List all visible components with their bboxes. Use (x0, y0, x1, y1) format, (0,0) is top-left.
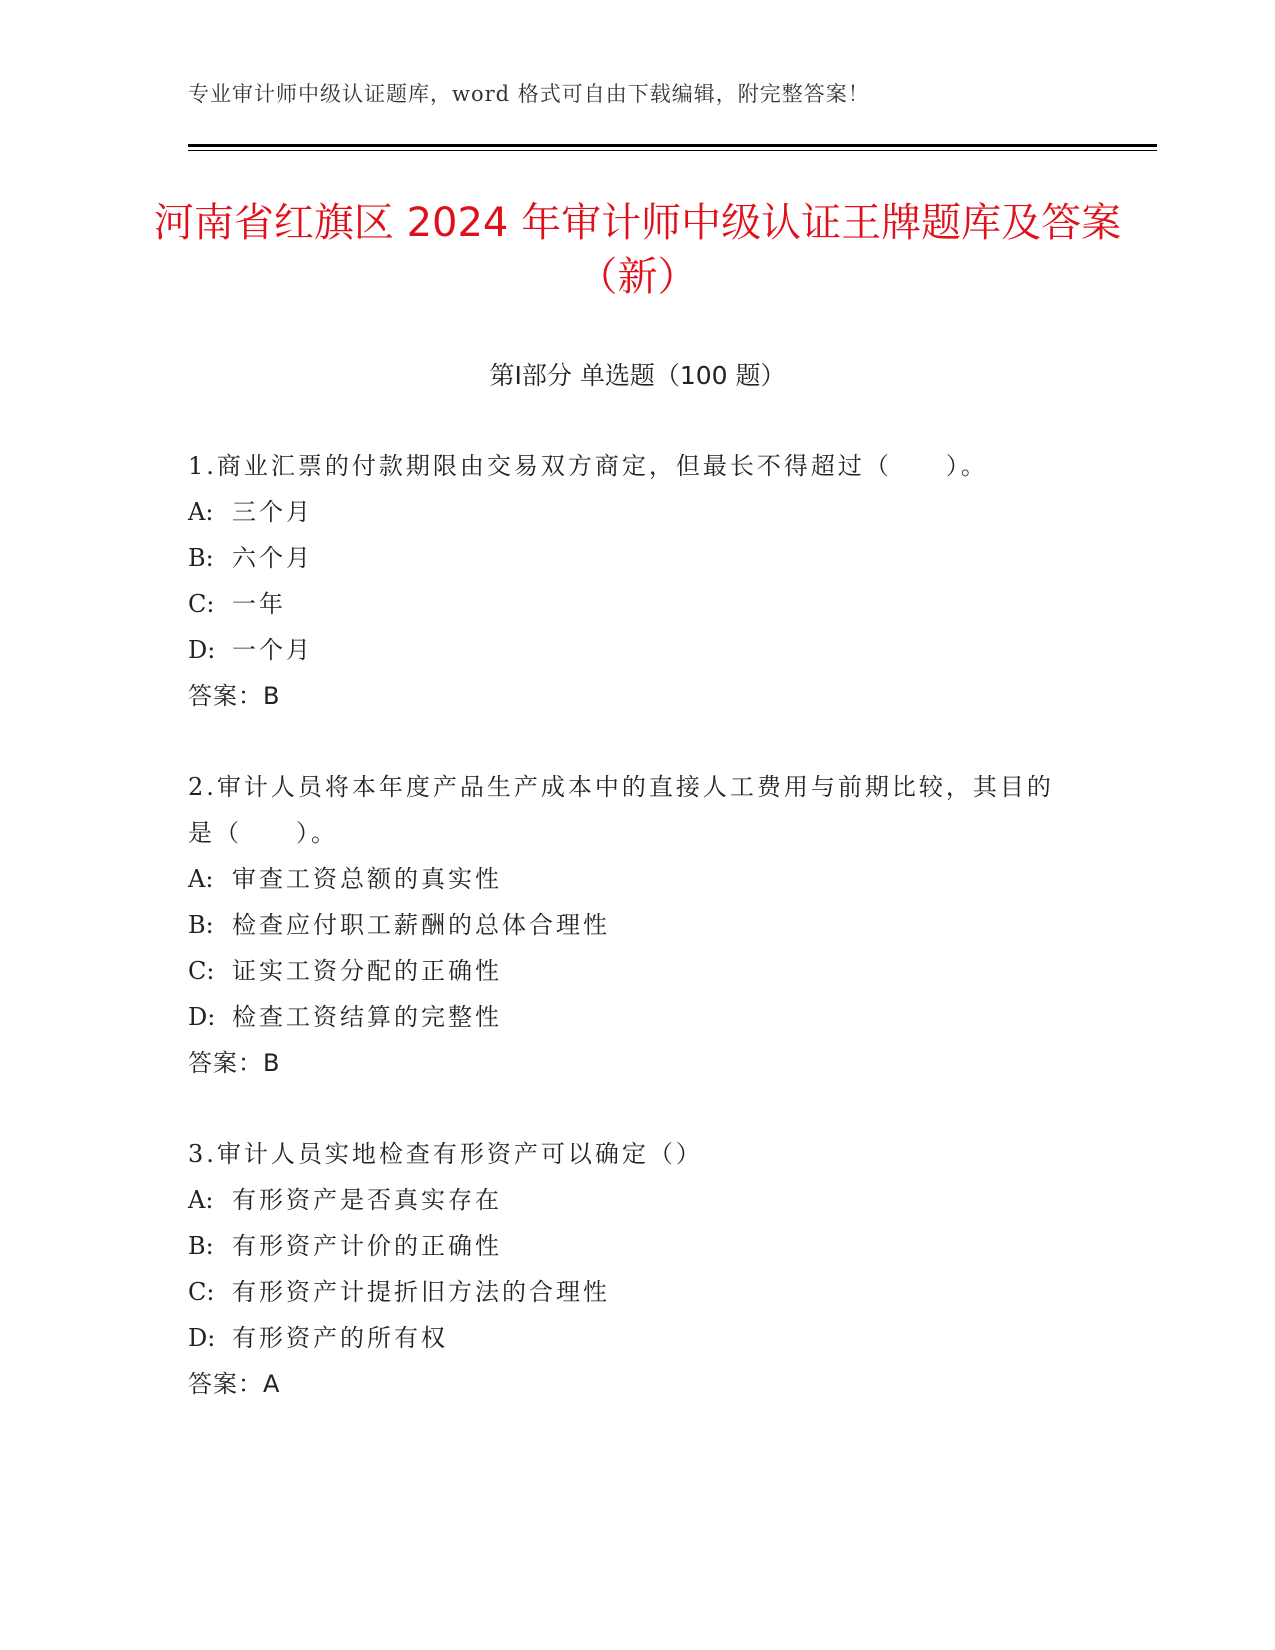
question-2 (188, 764, 1068, 1086)
answer-line: 答案：A (188, 1370, 281, 1398)
option-a (188, 856, 1068, 902)
option-d (188, 627, 1068, 673)
header-divider-thin (188, 150, 1157, 151)
option-letter: C: (188, 1278, 215, 1306)
option-a (188, 1177, 1068, 1223)
option-letter: D: (188, 1324, 216, 1352)
option-d (188, 1315, 1068, 1361)
option-text: 一个月 (232, 636, 313, 664)
option-text: 一年 (232, 590, 286, 618)
option-text: 有形资产计提折旧方法的合理性 (232, 1278, 610, 1306)
option-letter: C: (188, 957, 215, 985)
option-a (188, 489, 1068, 535)
option-letter: B: (188, 911, 214, 939)
question-stem: 2.审计人员将本年度产品生产成本中的直接人工费用与前期比较，其目的是（ ）。 (188, 773, 1054, 847)
question-1 (188, 443, 1068, 719)
answer-line: 答案：B (188, 682, 281, 710)
option-letter: D: (188, 636, 216, 664)
option-c (188, 1269, 1068, 1315)
question-3 (188, 1131, 1068, 1407)
option-letter: B: (188, 1232, 214, 1260)
question-stem: 3.审计人员实地检查有形资产可以确定（） (188, 1140, 703, 1168)
document-title: 河南省红旗区 2024 年审计师中级认证王牌题库及答案（新） (153, 200, 1122, 300)
header-note: 专业审计师中级认证题库，word 格式可自由下载编辑，附完整答案！ (188, 82, 870, 106)
option-text: 检查工资结算的完整性 (232, 1003, 502, 1031)
option-text: 检查应付职工薪酬的总体合理性 (232, 911, 610, 939)
option-text: 有形资产的所有权 (232, 1324, 448, 1352)
option-text: 审查工资总额的真实性 (232, 865, 502, 893)
option-letter: A: (188, 865, 214, 893)
option-b (188, 1223, 1068, 1269)
question-list (188, 443, 1068, 1407)
option-letter: A: (188, 498, 214, 526)
option-c (188, 948, 1068, 994)
option-text: 六个月 (232, 544, 313, 572)
option-c (188, 581, 1068, 627)
question-stem: 1.商业汇票的付款期限由交易双方商定，但最长不得超过（ ）。 (188, 452, 988, 480)
option-letter: D: (188, 1003, 216, 1031)
option-text: 三个月 (232, 498, 313, 526)
option-text: 证实工资分配的正确性 (232, 957, 502, 985)
section-heading: 第Ⅰ部分 单选题（100 题） (489, 361, 786, 390)
option-letter: A: (188, 1186, 214, 1214)
answer-line: 答案：B (188, 1049, 281, 1077)
header-divider-thick (188, 144, 1157, 147)
option-letter: B: (188, 544, 214, 572)
option-b (188, 902, 1068, 948)
option-text: 有形资产是否真实存在 (232, 1186, 502, 1214)
option-letter: C: (188, 590, 215, 618)
option-text: 有形资产计价的正确性 (232, 1232, 502, 1260)
option-b (188, 535, 1068, 581)
option-d (188, 994, 1068, 1040)
